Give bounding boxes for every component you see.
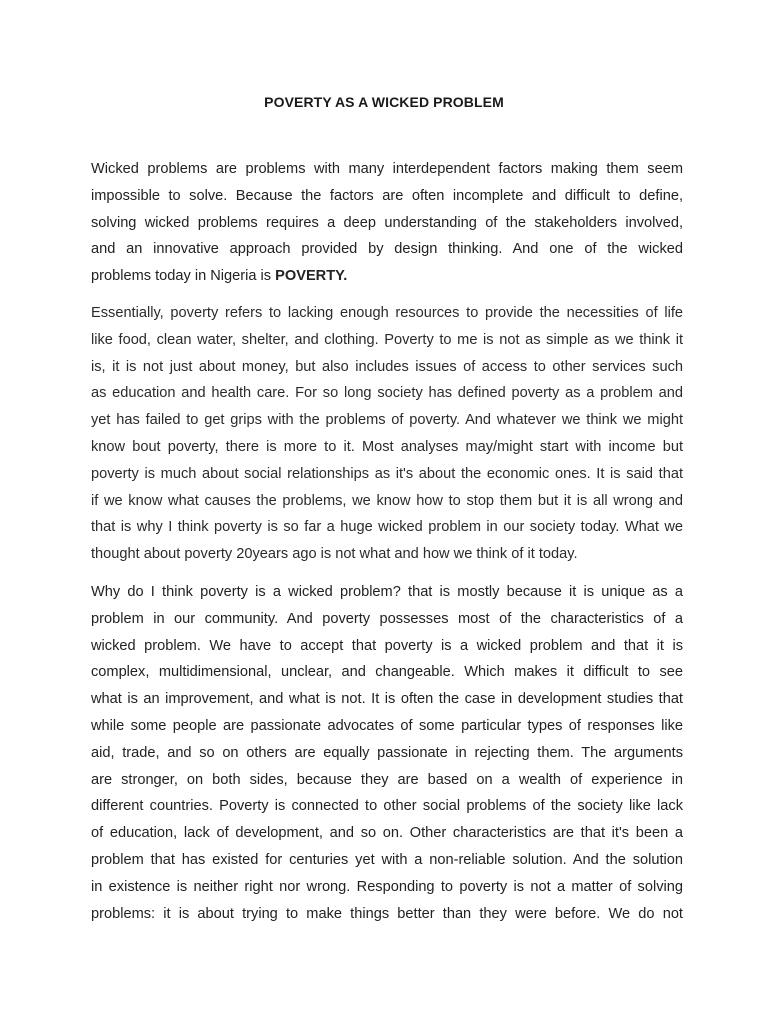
paragraph-line: in existence is neither right nor wrong. Responding to poverty is not a matter of solving bbox=[91, 878, 683, 895]
paragraph-intro bbox=[91, 156, 683, 290]
paragraph-line: poverty is much about social relationships as it's about the economic ones. It is said that bbox=[91, 465, 683, 482]
paragraph-line: complex, multidimensional, unclear, and changeable. Which makes it difficult to see bbox=[91, 664, 683, 681]
paragraph-line: what is an improvement, and what is not. It is often the case in development studies that bbox=[91, 691, 683, 708]
paragraph-line: Why do I think poverty is a wicked problem? that is mostly because it is unique as a bbox=[91, 584, 683, 600]
paragraph-line: while some people are passionate advocates of some particular types of responses like bbox=[91, 717, 683, 734]
emphasis-poverty: POVERTY. bbox=[275, 268, 348, 285]
paragraph-line: Essentially, poverty refers to lacking enough resources to provide the necessities of life bbox=[91, 305, 683, 321]
paragraph-line: yet has failed to get grips with the problems of poverty. And whatever we think we might bbox=[91, 412, 683, 429]
paragraph-definition bbox=[91, 300, 683, 568]
paragraph-line: solving wicked problems requires a deep understanding of the stakeholders involved, bbox=[91, 214, 683, 231]
paragraph-why-wicked bbox=[91, 579, 683, 927]
paragraph-line bbox=[91, 263, 683, 290]
paragraph-line: as education and health care. For so long society has defined poverty as a problem and bbox=[91, 385, 683, 402]
document-title: POVERTY AS A WICKED PROBLEM bbox=[264, 94, 504, 110]
paragraph-line: is, it is not just about money, but also includes issues of access to other services such bbox=[91, 358, 683, 375]
paragraph-line: and an innovative approach provided by design thinking. And one of the wicked bbox=[91, 241, 683, 258]
paragraph-line: that is why I think poverty is so far a huge wicked problem in our society today. What we bbox=[91, 519, 683, 536]
paragraph-line: problem in our community. And poverty possesses most of the characteristics of a bbox=[91, 610, 683, 627]
paragraph-line: problem that has existed for centuries yet with a non-reliable solution. And the solution bbox=[91, 851, 683, 868]
paragraph-line: if we know what causes the problems, we know how to stop them but it is all wrong and bbox=[91, 492, 683, 509]
paragraph-line: are stronger, on both sides, because they are based on a wealth of experience in bbox=[91, 771, 683, 788]
paragraph-line: different countries. Poverty is connected to other social problems of the society like lack bbox=[91, 798, 683, 815]
paragraph-line: Wicked problems are problems with many interdependent factors making them seem bbox=[91, 161, 683, 177]
paragraph-line: wicked problem. We have to accept that poverty is a wicked problem and that it is bbox=[91, 637, 683, 654]
paragraph-line: problems: it is about trying to make things better than they were before. We do not bbox=[91, 905, 683, 922]
paragraph-line: know bout poverty, there is more to it. Most analyses may/might start with income but bbox=[91, 438, 683, 455]
paragraph-line: aid, trade, and so on others are equally passionate in rejecting them. The arguments bbox=[91, 744, 683, 761]
paragraph-line: of education, lack of development, and so on. Other characteristics are that it's been a bbox=[91, 825, 683, 842]
paragraph-line: thought about poverty 20years ago is not what and how we think of it today. bbox=[91, 546, 578, 563]
paragraph-line-text: problems today in Nigeria is bbox=[91, 268, 276, 285]
paragraph-line: like food, clean water, shelter, and clothing. Poverty to me is not as simple as we think it bbox=[91, 331, 683, 348]
paragraph-line: impossible to solve. Because the factors are often incomplete and difficult to define, bbox=[91, 187, 683, 204]
